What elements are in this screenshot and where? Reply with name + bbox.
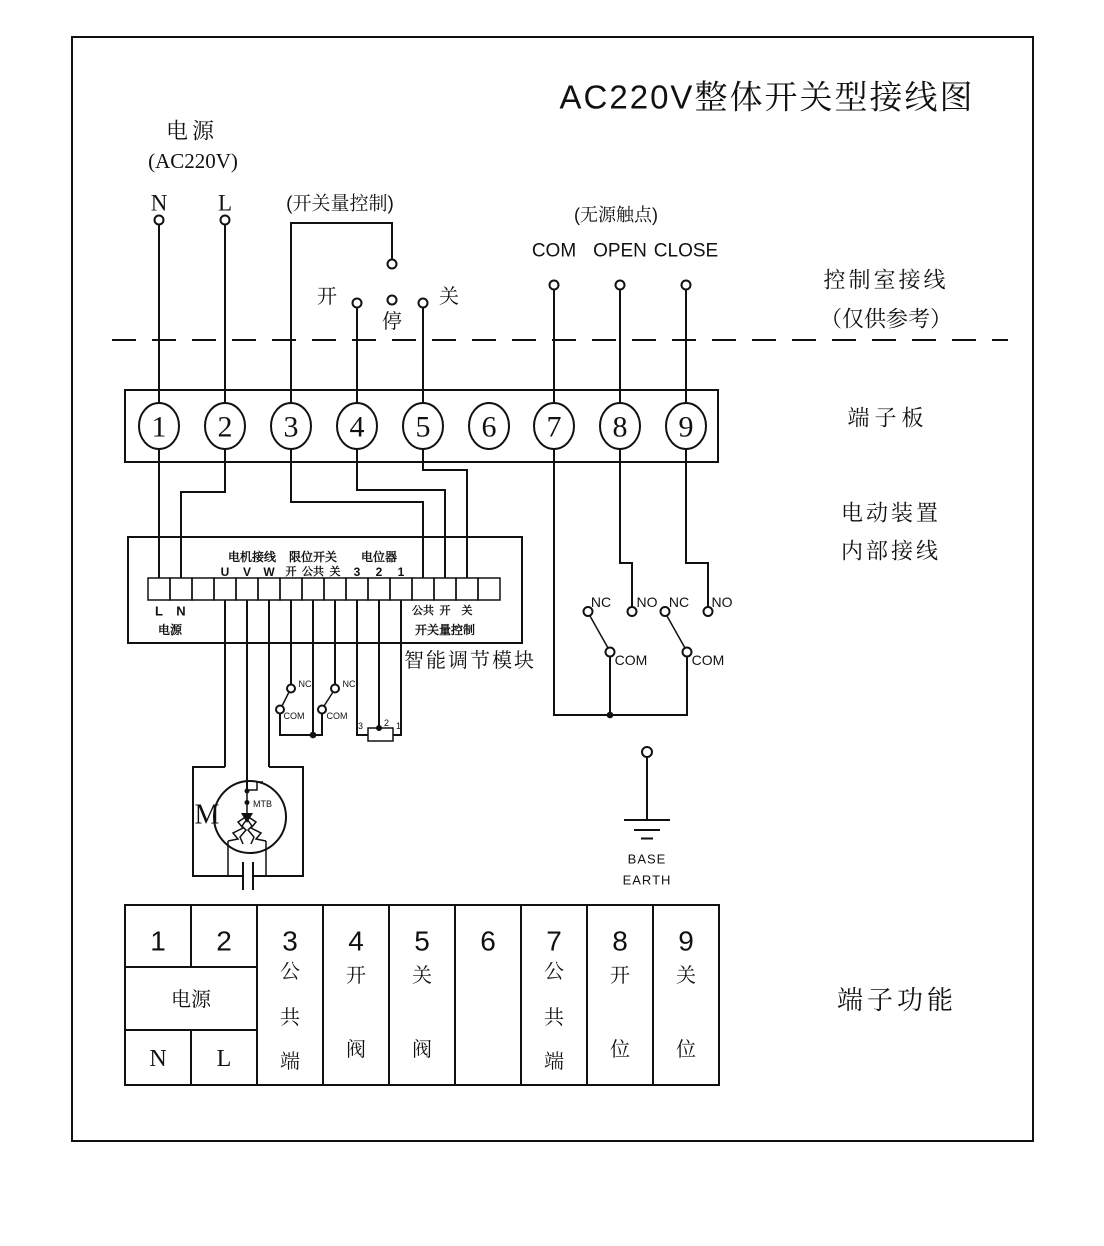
aux-a-com-label: COM bbox=[614, 652, 648, 668]
module-terminal-square bbox=[456, 578, 478, 600]
earth-base-label: BASE bbox=[627, 851, 667, 867]
wire-t2-to-module-n bbox=[181, 449, 225, 578]
module-power-group-label: 电源 bbox=[157, 623, 183, 637]
potentiometer bbox=[357, 600, 401, 741]
module-terminal-square bbox=[368, 578, 390, 600]
limit-switch1-com-label: COM bbox=[283, 711, 305, 721]
module-terminal-square bbox=[214, 578, 236, 600]
wire-t8-to-no bbox=[620, 449, 632, 607]
close-contact-point bbox=[419, 299, 428, 308]
diagram-title: AC220V整体开关型接线图 bbox=[559, 78, 975, 116]
module-terminal-square bbox=[346, 578, 368, 600]
terminal-number-3: 3 bbox=[283, 410, 299, 444]
module-terminal-square bbox=[390, 578, 412, 600]
terminal-function-label: 端子功能 bbox=[836, 985, 958, 1015]
control-room-note-line1: 控制室接线 bbox=[823, 267, 949, 293]
module-terminal-square bbox=[170, 578, 192, 600]
aux-switch-a-arm bbox=[590, 616, 608, 648]
module-pin-limit-open: 开 bbox=[285, 566, 297, 578]
aux-a-no-label: NO bbox=[636, 594, 658, 610]
table-number-7: 7 bbox=[546, 925, 562, 957]
motor-letter: M bbox=[194, 799, 220, 831]
module-terminal-row bbox=[148, 578, 500, 600]
table-number-6: 6 bbox=[480, 925, 496, 957]
earth-symbol bbox=[623, 747, 672, 888]
live-terminal-point bbox=[221, 216, 230, 225]
module-pin-u: U bbox=[220, 565, 230, 579]
limit-switch2-nc-label: NC bbox=[342, 679, 356, 689]
limit-switch2-com-label: COM bbox=[326, 711, 348, 721]
table-number-2: 2 bbox=[216, 925, 232, 957]
module-pin-limit-common: 公共 bbox=[302, 566, 324, 578]
module-terminal-square bbox=[324, 578, 346, 600]
module-motor-group-label: 电机接线 bbox=[227, 550, 277, 564]
aux-b-nc-label: NC bbox=[668, 594, 690, 610]
aux-b-com-contact bbox=[683, 648, 692, 657]
smart-module bbox=[128, 537, 522, 643]
neutral-terminal-point bbox=[155, 216, 164, 225]
table-col7-char1: 公 bbox=[544, 961, 564, 983]
table-col9-char1: 关 bbox=[676, 965, 696, 987]
table-number-3: 3 bbox=[282, 925, 298, 957]
close-button-label: 关 bbox=[439, 286, 459, 308]
module-pin-pot1: 1 bbox=[397, 565, 405, 579]
terminal-board-label: 端子板 bbox=[847, 405, 929, 431]
module-terminal-square bbox=[280, 578, 302, 600]
terminal-number-7: 7 bbox=[546, 410, 562, 444]
module-terminal-square bbox=[302, 578, 324, 600]
dry-contact-section bbox=[532, 205, 718, 403]
module-terminal-square bbox=[258, 578, 280, 600]
com-label: COM bbox=[531, 240, 577, 262]
module-pin-limit-close: 关 bbox=[329, 566, 341, 578]
earth-terminal-point bbox=[642, 747, 652, 757]
table-number-9: 9 bbox=[678, 925, 694, 957]
aux-b-no-label: NO bbox=[711, 594, 733, 610]
actuator-note-line2: 内部接线 bbox=[840, 538, 942, 564]
close-contact-point2 bbox=[682, 281, 691, 290]
terminal-number-2: 2 bbox=[217, 410, 233, 444]
pot-pin1-label: 1 bbox=[396, 721, 402, 731]
stop-contact-bottom bbox=[388, 296, 397, 305]
limit-switch1-nc-label: NC bbox=[298, 679, 312, 689]
stop-contact-top bbox=[388, 260, 397, 269]
power-supply-section bbox=[148, 119, 238, 404]
neutral-terminal-label: N bbox=[150, 190, 168, 216]
module-terminal-square bbox=[478, 578, 500, 600]
table-neutral: N bbox=[149, 1046, 167, 1072]
open-contact-point2 bbox=[616, 281, 625, 290]
stop-button-label: 停 bbox=[382, 311, 402, 333]
winding-zigzag-inner-left bbox=[240, 819, 247, 844]
table-power-label: 电源 bbox=[171, 989, 211, 1011]
table-col9-char2: 位 bbox=[676, 1039, 696, 1061]
module-pin-l: L bbox=[155, 603, 163, 619]
module-pin-ctrl-common: 公共 bbox=[412, 605, 434, 617]
limit-switches bbox=[276, 600, 356, 738]
power-label: 电源 bbox=[165, 118, 219, 144]
terminal-board bbox=[125, 390, 718, 462]
earth-earth-label: EARTH bbox=[622, 872, 672, 888]
aux-contacts bbox=[554, 449, 733, 718]
com-contact-point bbox=[550, 281, 559, 290]
table-col7-char3: 端 bbox=[544, 1051, 564, 1073]
open-contact-point bbox=[353, 299, 362, 308]
wire-pot-1 bbox=[393, 600, 401, 735]
close-label: CLOSE bbox=[653, 240, 719, 262]
live-terminal-label: L bbox=[217, 190, 233, 216]
aux-a-no-contact bbox=[628, 607, 637, 616]
pot-pin3-label: 3 bbox=[357, 721, 363, 731]
function-table bbox=[125, 905, 719, 1085]
table-col7-char2: 共 bbox=[544, 1007, 564, 1029]
module-terminal-square bbox=[434, 578, 456, 600]
module-terminal-square bbox=[236, 578, 258, 600]
module-ctrl-group-label: 开关量控制 bbox=[414, 623, 476, 637]
module-pin-v: V bbox=[242, 565, 252, 579]
winding-zigzag-inner-right bbox=[247, 819, 254, 844]
table-number-4: 4 bbox=[348, 925, 364, 957]
smart-module-label: 智能调节模块 bbox=[404, 650, 536, 672]
terminal-number-9: 9 bbox=[678, 410, 694, 444]
module-pin-n: N bbox=[176, 603, 186, 619]
switch-control-section bbox=[286, 193, 459, 404]
junction-dot bbox=[607, 712, 614, 719]
actuator-note-line1: 电动装置 bbox=[840, 500, 942, 526]
table-col5-char2: 阀 bbox=[412, 1039, 432, 1061]
dry-contact-label: (无源触点) bbox=[574, 205, 658, 225]
table-col4-char1: 开 bbox=[346, 965, 366, 987]
terminal-number-1: 1 bbox=[151, 410, 167, 444]
control-room-note-line2: （仅供参考） bbox=[819, 306, 953, 332]
aux-a-com-contact bbox=[606, 648, 615, 657]
limit-switch2-nc-contact bbox=[331, 685, 339, 693]
limit-switch2-arm bbox=[324, 692, 333, 706]
module-terminal-square bbox=[192, 578, 214, 600]
power-voltage-label: (AC220V) bbox=[148, 149, 238, 173]
wire-pot-3 bbox=[357, 600, 368, 735]
module-terminal-square bbox=[412, 578, 434, 600]
aux-switch-b-arm bbox=[667, 616, 685, 648]
terminal-number-4: 4 bbox=[349, 410, 365, 444]
table-number-8: 8 bbox=[612, 925, 628, 957]
module-pin-ctrl-open: 开 bbox=[439, 605, 451, 617]
table-col8-char1: 开 bbox=[610, 965, 630, 987]
module-terminal-square bbox=[148, 578, 170, 600]
module-pin-pot3: 3 bbox=[353, 565, 361, 579]
wire-t9-to-no bbox=[686, 449, 708, 607]
module-pin-ctrl-close: 关 bbox=[461, 605, 473, 617]
switch-control-bracket-wire bbox=[291, 223, 392, 403]
table-col3-char2: 共 bbox=[280, 1007, 300, 1029]
module-pin-w: W bbox=[263, 565, 275, 579]
open-button-label: 开 bbox=[317, 286, 337, 308]
limit-switch1-arm bbox=[282, 692, 289, 706]
table-live: L bbox=[216, 1046, 232, 1072]
switch-control-label: (开关量控制) bbox=[286, 193, 394, 215]
limit-switch1-nc-contact bbox=[287, 685, 295, 693]
table-col5-char1: 关 bbox=[412, 965, 432, 987]
open-label: OPEN bbox=[593, 240, 647, 262]
module-limit-group-label: 限位开关 bbox=[288, 550, 338, 564]
limit-switch2-com-contact bbox=[318, 706, 326, 714]
table-number-5: 5 bbox=[414, 925, 430, 957]
table-col3-char3: 端 bbox=[280, 1051, 300, 1073]
mtb-label: MTB bbox=[253, 799, 272, 809]
module-pot-group-label: 电位器 bbox=[360, 550, 398, 564]
aux-a-nc-label: NC bbox=[590, 594, 612, 610]
aux-b-com-label: COM bbox=[691, 652, 725, 668]
table-number-1: 1 bbox=[150, 925, 166, 957]
table-col3-char1: 公 bbox=[280, 961, 300, 983]
table-col8-char2: 位 bbox=[610, 1039, 630, 1061]
terminal-number-5: 5 bbox=[415, 410, 431, 444]
junction-dot bbox=[310, 732, 317, 739]
pot-pin2-label: 2 bbox=[384, 718, 390, 728]
table-col4-char2: 阀 bbox=[346, 1039, 366, 1061]
module-pin-pot2: 2 bbox=[375, 565, 383, 579]
terminal-number-8: 8 bbox=[612, 410, 628, 444]
terminal-number-6: 6 bbox=[481, 410, 497, 444]
